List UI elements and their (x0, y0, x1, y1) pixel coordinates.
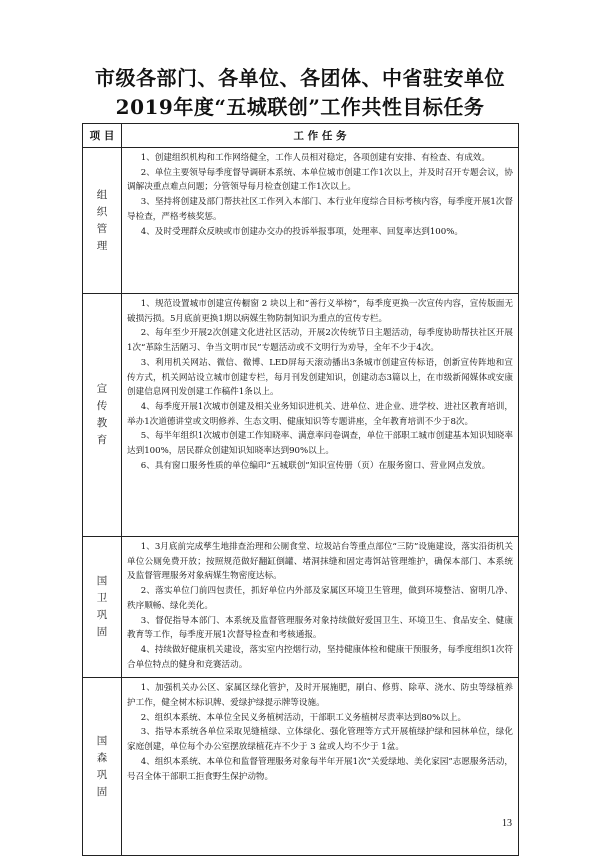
task-item: 4、每季度开展1次城市创建及相关业务知识进机关、进单位、进企业、进学校、进社区教育培训，举办1次道德讲堂或文明修养、生态文明、健康知识等专题讲座，全年教育培训不少于8次。 (127, 401, 513, 427)
task-item: 1、规范设置城市创建宣传橱窗 2 块以上和“善行义举榜”，每季度更换一次宣传内容，宣传版面无破损污损。5月底前更换1期以病媒生物防制知识为重点的宣传专栏。 (127, 299, 513, 324)
task-content-cell (122, 537, 519, 678)
table-row-national-health (83, 537, 519, 678)
table-header-row (83, 124, 519, 148)
task-item: 6、具有窗口服务性质的单位编印“五城联创”知识宣传册（页）在服务窗口、营业网点发放。 (140, 460, 491, 471)
task-content-cell (122, 678, 519, 856)
category-label: 组织管理 (96, 188, 108, 252)
page-number: 13 (502, 818, 512, 829)
header-item: 项 目 (83, 124, 122, 148)
task-content-cell (122, 148, 519, 294)
task-item: 4、及时受理群众反映或市创建办交办的投诉举报事项，处理率、回复率达到100%。 (140, 226, 463, 237)
task-item: 4、持续做好健康机关建设，落实室内控烟行动，坚持健康体检和健康干预服务，每季度组织1次符合单位特点的健身和竞赛活动。 (127, 644, 513, 670)
table-row-national-forest (83, 678, 519, 856)
task-item: 3、坚持将创建及部门帮扶社区工作列入本部门、本行业年度综合目标考核内容，每季度开展1次督导检查，严格考核奖惩。 (127, 197, 513, 222)
category-label: 宣传教育 (96, 383, 108, 446)
task-item: 1、3月底前完成孳生地排查治理和公厕食堂、垃圾站台等重点部位“三防”设施建设，落实沿街机关单位公厕免费开放；按照规范做好翻缸倒罐、堵洞抹缝和固定毒饵站管理维护，确保本部门、本系统及监督管理服务对象病媒生物密度达标。 (127, 542, 513, 582)
task-item: 3、指导本系统各单位采取见缝植绿、立体绿化、强化管理等方式开展植绿护绿和园林单位，绿化家庭创建，单位每个办公室摆放绿植花卉不少于 3 盆或人均不少于 1盆。 (127, 727, 513, 753)
task-item: 1、加强机关办公区、家属区绿化管护，及时开展施肥，刷白、修剪、除草、浇水、防虫等绿植养护工作，健全树木标识牌、爱绿护绿提示牌等设施。 (127, 683, 513, 709)
category-label: 国森巩固 (96, 734, 108, 798)
task-item: 4、组织本系统、本单位和监督管理服务对象每半年开展1次“关爱绿地、美化家园”志愿服务活动，号召全体干部职工拒食野生保护动物。 (127, 756, 513, 782)
task-item: 3、督促指导本部门、本系统及监督管理服务对象持续做好爱国卫生、环境卫生、食品安全、健康教育等工作，每季度开展1次督导检查和考核通报。 (127, 615, 513, 641)
category-cell (83, 148, 122, 294)
task-item: 3、利用机关网站、微信、微博、LED屏每天滚动播出3条城市创建宣传标语，创新宣传阵地和宣传方式，机关网站设立城市创建专栏，每月刊发创建知识，创建动态3篇以上，在市级新闻媒体或安康创建信息网刊发创建工作稿件1条以上。 (127, 357, 513, 398)
category-cell (83, 537, 122, 678)
table-row-organization (83, 148, 519, 294)
task-item: 1、创建组织机构和工作网络健全，工作人员相对稳定，各项创建有安排、有检查、有成效。 (140, 153, 490, 163)
document-title-line-2: 2019年度“五城联创”工作共性目标任务 (115, 95, 485, 119)
task-item: 2、组织本系统、本单位全民义务植树活动，干部职工义务植树尽责率达到80%以上。 (140, 712, 467, 723)
task-item: 5、每半年组织1次城市创建工作知晓率、满意率问卷调查，单位干部职工城市创建基本知识知晓率达到100%，居民群众创建知识知晓率达到90%以上。 (127, 431, 513, 457)
category-label: 国卫巩固 (96, 575, 108, 639)
task-item: 2、落实单位门前四包责任，抓好单位内外部及家属区环境卫生管理，做到环境整洁、窗明几净、秩序顺畅、绿化美化。 (127, 586, 513, 611)
table-row-publicity (83, 294, 519, 537)
task-table (82, 123, 519, 856)
header-task: 工 作 任 务 (122, 124, 519, 148)
task-item: 2、单位主要领导每季度督导调研本系统、本单位城市创建工作1次以上，并及时召开专题会议，协调解决重点难点问题；分管领导每月检查创建工作1次以上。 (127, 167, 513, 193)
task-item: 2、每年至少开展2次创建文化进社区活动，开展2次传统节日主题活动，每季度协助帮扶社区开展1次“革除生活陋习、争当文明市民”专题活动或不文明行为劝导，全年不少于4次。 (127, 328, 513, 354)
category-cell (83, 678, 122, 856)
category-cell (83, 294, 122, 537)
document-title-line-1: 市级各部门、各单位、各团体、中省驻安单位 (95, 66, 505, 90)
task-content-cell (122, 294, 519, 537)
